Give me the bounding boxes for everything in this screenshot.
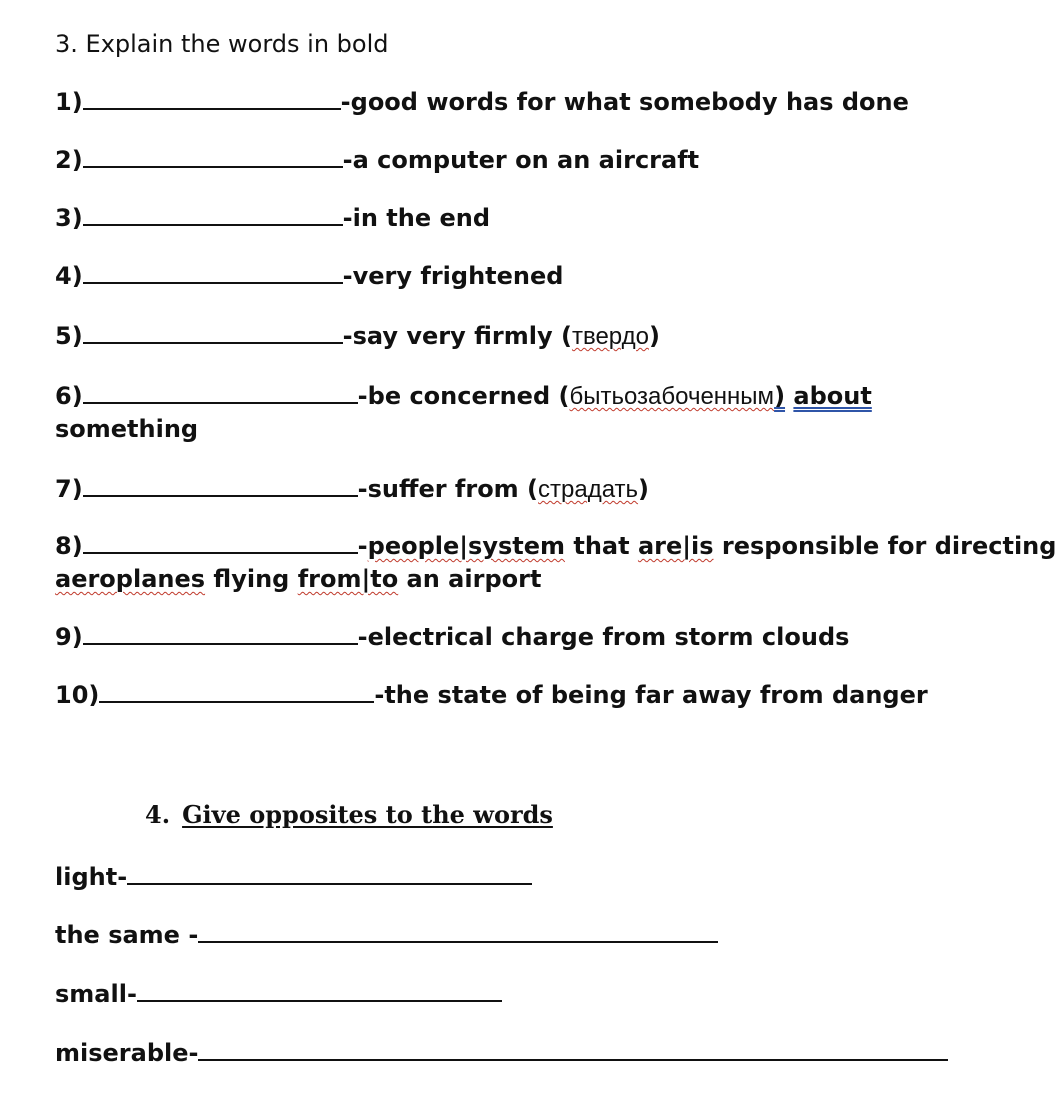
close-paren: )	[774, 382, 786, 410]
answer-blank-6[interactable]	[83, 380, 358, 404]
item-definition: -very frightened	[342, 262, 564, 290]
close-paren: )	[648, 322, 660, 350]
opposite-item-the-same	[55, 918, 718, 952]
answer-blank-2[interactable]	[83, 144, 343, 168]
continuation-b: flying	[205, 565, 298, 593]
item-number: 2)	[55, 146, 83, 174]
russian-translation: твердо	[571, 323, 649, 350]
opposite-item-light	[55, 860, 532, 894]
russian-translation: страдать	[538, 476, 639, 503]
continuation-word1: aeroplanes	[55, 565, 206, 593]
exercise-item-5	[55, 319, 660, 354]
opposite-word: light-	[55, 863, 128, 891]
opposite-word: the same -	[55, 921, 199, 949]
item-number: 3)	[55, 204, 83, 232]
opposite-word: miserable-	[55, 1039, 199, 1067]
item-number: 8)	[55, 532, 83, 560]
item-definition: -in the end	[342, 204, 491, 232]
item-number: 9)	[55, 623, 83, 651]
close-paren: )	[638, 475, 649, 503]
opposite-item-small	[55, 977, 502, 1011]
item-definition: -electrical charge from storm clouds	[357, 623, 850, 651]
item-number: 4)	[55, 262, 83, 290]
item-number: 6)	[55, 382, 83, 410]
item-definition-b: that	[565, 532, 638, 560]
exercise-item-3	[55, 201, 490, 235]
exercise-item-9	[55, 620, 849, 654]
answer-blank-7[interactable]	[83, 473, 358, 497]
item-number: 10)	[55, 681, 100, 709]
opposite-word: small-	[55, 980, 137, 1008]
answer-blank-5[interactable]	[83, 320, 343, 344]
opposite-blank-the-same[interactable]	[198, 919, 718, 943]
opposite-blank-miserable[interactable]	[198, 1037, 948, 1061]
item-definition-extra: about	[793, 382, 872, 410]
item-definition: -the state of being far away from danger	[374, 681, 928, 709]
section4-heading	[145, 800, 553, 829]
item-number: 5)	[55, 322, 83, 350]
section3-title: 3. Explain the words in bold	[55, 30, 389, 58]
item-definition: -be concerned (	[357, 382, 570, 410]
opposite-blank-small[interactable]	[137, 978, 502, 1002]
item-definition: -a computer on an aircraft	[342, 146, 700, 174]
section4-title: Give opposites to the words	[182, 800, 553, 829]
exercise-item-6	[55, 379, 872, 414]
answer-blank-4[interactable]	[83, 260, 343, 284]
exercise-item-8	[55, 529, 1056, 563]
item-definition: -say very firmly (	[342, 322, 572, 350]
answer-blank-3[interactable]	[83, 202, 343, 226]
item-number: 1)	[55, 88, 83, 116]
opposite-blank-light[interactable]	[127, 861, 532, 885]
item-8-continuation	[55, 562, 541, 596]
answer-blank-9[interactable]	[83, 621, 358, 645]
exercise-item-1	[55, 85, 909, 119]
exercise-item-10	[55, 678, 928, 712]
answer-blank-8[interactable]	[83, 530, 358, 554]
item-definition-c: responsible for directing	[713, 532, 1056, 560]
item-definition-word2: are|is	[637, 532, 714, 560]
continuation-word2: from|to	[297, 565, 399, 593]
item-definition-word1: people|system	[367, 532, 566, 560]
item-definition: -good words for what somebody has done	[340, 88, 909, 116]
item-definition-a: -	[357, 532, 368, 560]
item-number: 7)	[55, 475, 83, 503]
section4-number: 4.	[145, 800, 171, 829]
exercise-item-2	[55, 143, 699, 177]
answer-blank-10[interactable]	[99, 679, 374, 703]
opposite-item-miserable	[55, 1036, 948, 1070]
answer-blank-1[interactable]	[83, 86, 341, 110]
item-6-continuation: something	[55, 415, 199, 443]
continuation-d: an airport	[398, 565, 542, 593]
exercise-item-4	[55, 259, 563, 293]
russian-translation: бытьозабоченным	[569, 383, 775, 410]
exercise-item-7	[55, 472, 649, 507]
item-definition: -suffer from (	[357, 475, 539, 503]
